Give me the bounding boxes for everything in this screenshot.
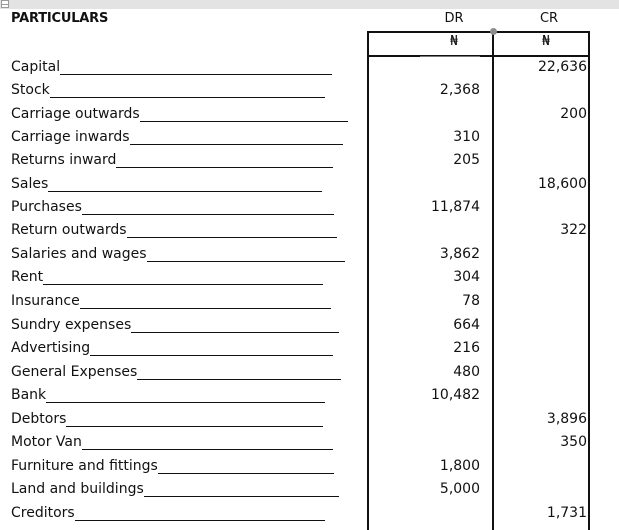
fill-in-underline	[60, 60, 332, 75]
document-ruler-bar	[0, 0, 619, 9]
table-row	[0, 387, 619, 409]
dr-amount: 78	[462, 293, 480, 309]
row-label	[11, 176, 322, 192]
table-row	[0, 458, 619, 480]
table-row	[0, 340, 619, 362]
row-label-text: Debtors	[11, 411, 67, 427]
row-label-text: Creditors	[11, 505, 75, 521]
row-label	[11, 152, 333, 168]
table-row	[0, 505, 619, 527]
fill-in-underline	[82, 200, 334, 215]
cr-currency-symbol: ₦	[541, 34, 551, 49]
row-label-text: General Expenses	[11, 364, 138, 380]
row-label-text: Returns inward	[11, 152, 117, 168]
table-row	[0, 246, 619, 268]
table-row	[0, 269, 619, 291]
dr-amount: 304	[453, 269, 480, 285]
fill-in-underline	[116, 153, 333, 168]
fill-in-underline	[90, 341, 333, 356]
row-label-text: Insurance	[11, 293, 80, 309]
column-resize-handle[interactable]	[490, 28, 497, 35]
row-label	[11, 434, 333, 450]
fill-in-underline	[137, 365, 341, 380]
dr-amount: 5,000	[439, 481, 480, 497]
fill-in-underline	[144, 482, 339, 497]
row-label	[11, 340, 333, 356]
table-row	[0, 293, 619, 315]
table-row	[0, 152, 619, 174]
fill-in-underline	[50, 83, 325, 98]
row-label	[11, 82, 325, 98]
dr-amount: 2,368	[439, 82, 480, 98]
row-label-text: Bank	[11, 387, 47, 403]
fill-in-underline	[80, 294, 331, 309]
row-label	[11, 199, 334, 215]
cr-amount: 22,636	[538, 59, 587, 75]
table-row	[0, 59, 619, 81]
table-row	[0, 481, 619, 503]
row-label-text: Purchases	[11, 199, 82, 215]
fill-in-underline	[82, 435, 333, 450]
dr-amount: 11,874	[431, 199, 480, 215]
row-label	[11, 387, 325, 403]
row-label-text: Carriage outwards	[11, 106, 140, 122]
row-label-text: Motor Van	[11, 434, 82, 450]
fill-in-underline	[48, 177, 322, 192]
fill-in-underline	[147, 247, 345, 262]
dr-currency-symbol: ₦	[449, 34, 459, 49]
row-label	[11, 317, 339, 333]
row-label-text: Sundry expenses	[11, 317, 132, 333]
fill-in-underline	[131, 318, 339, 333]
row-label	[11, 246, 345, 262]
row-label	[11, 269, 323, 285]
row-label-text: Return outwards	[11, 222, 127, 238]
cr-amount: 200	[560, 106, 587, 122]
row-label	[11, 59, 332, 75]
row-label-text: Capital	[11, 59, 61, 75]
table-row	[0, 222, 619, 244]
table-row	[0, 176, 619, 198]
fill-in-underline	[140, 107, 348, 122]
fill-in-underline	[46, 388, 325, 403]
row-label	[11, 505, 325, 521]
dr-amount: 10,482	[431, 387, 480, 403]
row-label	[11, 364, 341, 380]
table-row	[0, 364, 619, 386]
table-top-border	[367, 31, 590, 33]
table-row	[0, 317, 619, 339]
cr-column-heading: CR	[539, 11, 559, 26]
row-label	[11, 293, 331, 309]
cr-amount: 1,731	[546, 505, 587, 521]
fill-in-underline	[75, 506, 325, 521]
row-label-text: Advertising	[11, 340, 91, 356]
table-move-handle-icon[interactable]	[1, 0, 9, 8]
row-label-text: Salaries and wages	[11, 246, 147, 262]
fill-in-underline	[130, 130, 343, 145]
row-label-text: Furniture and fittings	[11, 458, 158, 474]
cr-amount: 350	[560, 434, 587, 450]
fill-in-underline	[158, 459, 334, 474]
row-label-text: Land and buildings	[11, 481, 144, 497]
table-row	[0, 199, 619, 221]
dr-amount: 480	[453, 364, 480, 380]
dr-amount: 205	[453, 152, 480, 168]
fill-in-underline	[43, 270, 323, 285]
table-row	[0, 411, 619, 433]
table-row	[0, 129, 619, 151]
row-label-text: Rent	[11, 269, 44, 285]
table-header-border-highlight	[420, 56, 480, 57]
dr-amount: 664	[453, 317, 480, 333]
row-label-text: Carriage inwards	[11, 129, 130, 145]
fill-in-underline	[66, 412, 323, 427]
row-label	[11, 481, 339, 497]
fill-in-underline	[127, 223, 337, 238]
row-label-text: Sales	[11, 176, 49, 192]
row-label	[11, 222, 337, 238]
table-row	[0, 434, 619, 456]
table-row	[0, 106, 619, 128]
row-label	[11, 106, 348, 122]
cr-amount: 3,896	[546, 411, 587, 427]
row-label	[11, 129, 343, 145]
cr-amount: 18,600	[538, 176, 587, 192]
table-row	[0, 82, 619, 104]
dr-amount: 310	[453, 129, 480, 145]
row-label	[11, 411, 323, 427]
dr-column-heading: DR	[444, 11, 464, 26]
row-label-text: Stock	[11, 82, 50, 98]
dr-amount: 216	[453, 340, 480, 356]
particulars-heading: PARTICULARS	[11, 11, 109, 26]
row-label	[11, 458, 334, 474]
cr-amount: 322	[560, 222, 587, 238]
dr-amount: 1,800	[439, 458, 480, 474]
dr-amount: 3,862	[439, 246, 480, 262]
